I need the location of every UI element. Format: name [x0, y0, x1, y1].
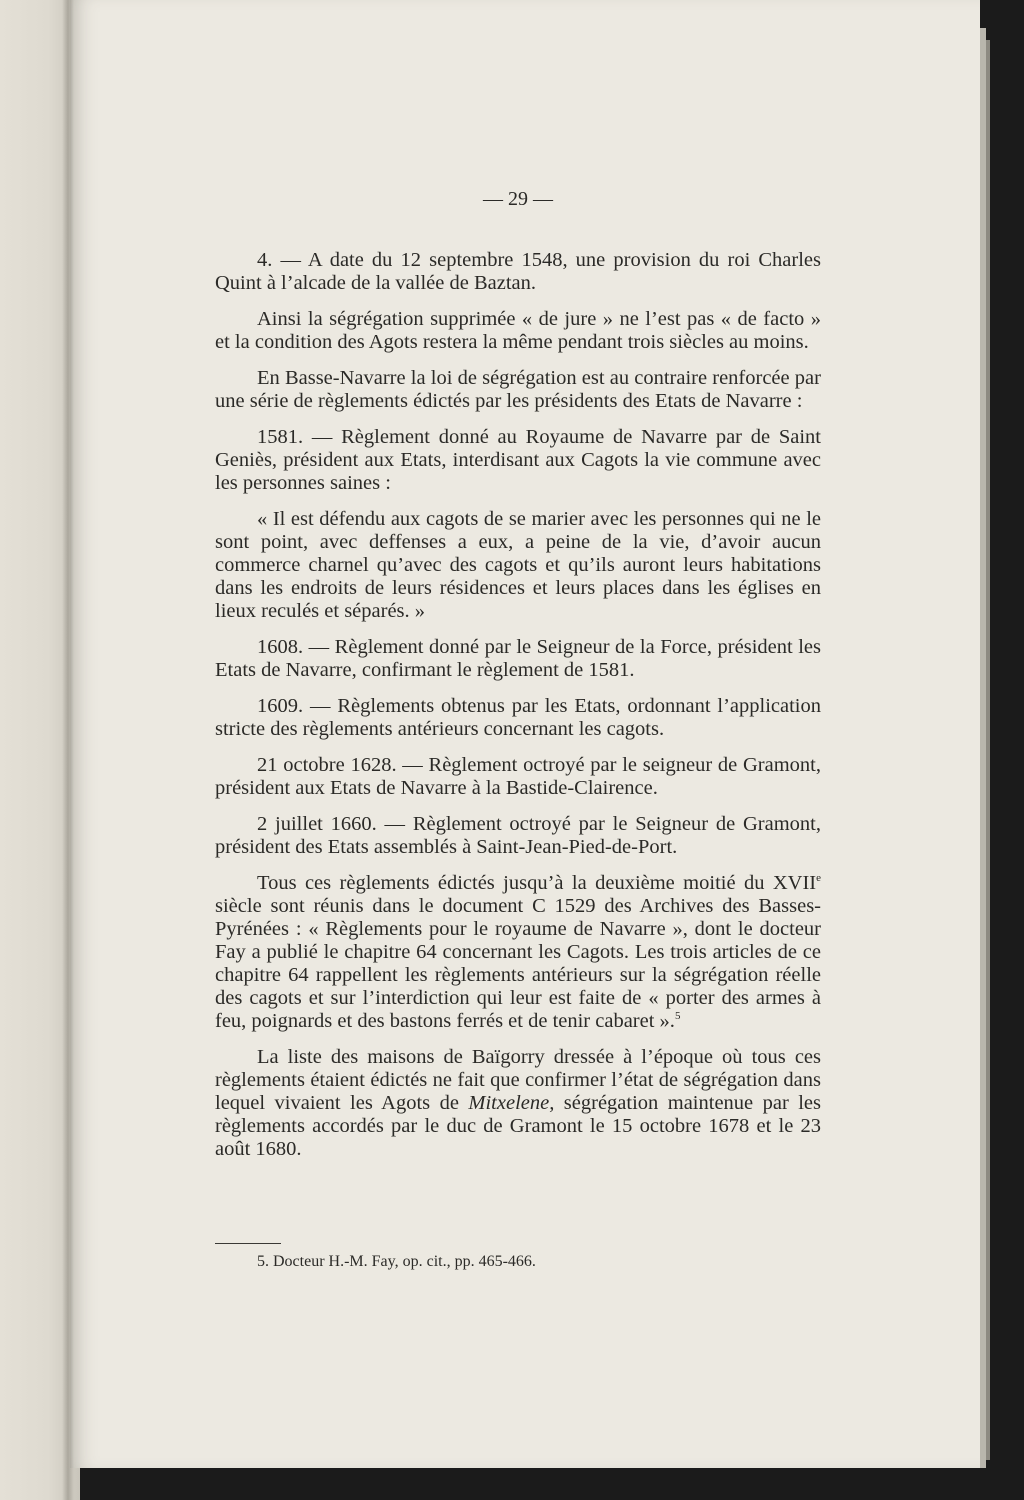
paragraph-3: En Basse-Navarre la loi de ségrégation est au contraire renforcée par une série de règlements édictés par les présidents des Etats de Navarre :: [215, 367, 821, 412]
italic-house-name: Mitxelene,: [468, 1092, 555, 1114]
paragraph-2: Ainsi la ségrégation supprimée « de jure » ne l’est pas « de facto » et la condition des Agots restera la même pendant trois siècles au moins.: [215, 308, 821, 353]
page-number: — 29 —: [483, 188, 553, 210]
paragraph-4: 1581. — Règlement donné au Royaume de Navarre par de Saint Geniès, président aux Etats, interdisant aux Cagots la vie commune avec les personnes saines :: [215, 426, 821, 494]
footnote-reference: 5: [674, 1010, 681, 1022]
paragraph-6: 1608. — Règlement donné par le Seigneur de la Force, président les Etats de Navarre, confirmant le règlement de 1581.: [215, 636, 821, 681]
century-superscript: e: [816, 872, 821, 884]
paragraph-9: 2 juillet 1660. — Règlement octroyé par le Seigneur de Gramont, président des Etats assemblés à Saint-Jean-Pied-de-Port.: [215, 813, 821, 858]
paragraph-10: [215, 872, 821, 1033]
paragraph-10-text-b: siècle sont réunis dans le document C 1529 des Archives des Basses-Pyrénées : « Règlements pour le royaume de Navarre », dont le docteur Fay a publié le chapitre 64 concernant les Cagots. Les trois articles de ce chapitre 64 rappellent les règlements antérieurs sur la ségrégation réelle des cagots et sur l’interdiction qui leur est faite de « porter des armes à feu, poignards et des bastons ferrés et de tenir cabaret ».: [215, 895, 821, 1032]
paragraph-11-text-a: La liste des maisons de Baïgorry dressée à l’époque où tous ces règlements étaient édictés ne fait que confirmer l’état de ségrégation dans lequel vivaient les Agots de: [215, 1046, 821, 1114]
paragraph-7: 1609. — Règlements obtenus par les Etats, ordonnant l’application stricte des règlements antérieurs concernant les cagots.: [215, 695, 821, 740]
quotation-paragraph: « Il est défendu aux cagots de se marier avec les personnes qui ne le sont point, avec deffenses a eux, a peine de la vie, d’avoir aucun commerce charnel qu’avec des cagots et qu’ils auront leurs habitations dans les endroits de leurs résidences et leurs places dans les églises en lieux reculés et séparés. »: [215, 508, 821, 622]
paragraph-11-text-b: ségrégation maintenue par les règlements accordés par le duc de Gramont le 15 octobre 1678 et le 23 août 1680.: [215, 1092, 822, 1160]
paragraph-8: 21 octobre 1628. — Règlement octroyé par le seigneur de Gramont, président aux Etats de Navarre à la Bastide-Clairence.: [215, 754, 821, 799]
page-body: [215, 188, 821, 1174]
paragraph-11: [215, 1046, 821, 1161]
paragraph-1: 4. — A date du 12 septembre 1548, une provision du roi Charles Quint à l’alcade de la vallée de Baztan.: [215, 249, 821, 294]
footnote-divider: [215, 1243, 281, 1244]
footnote: 5. Docteur H.-M. Fay, op. cit., pp. 465-466.: [257, 1253, 536, 1270]
book-gutter: [62, 0, 74, 1500]
paragraph-10-text-a: Tous ces règlements édictés jusqu’à la deuxième moitié du XVII: [257, 872, 817, 894]
page-stack-edge-dark: [986, 40, 990, 1460]
